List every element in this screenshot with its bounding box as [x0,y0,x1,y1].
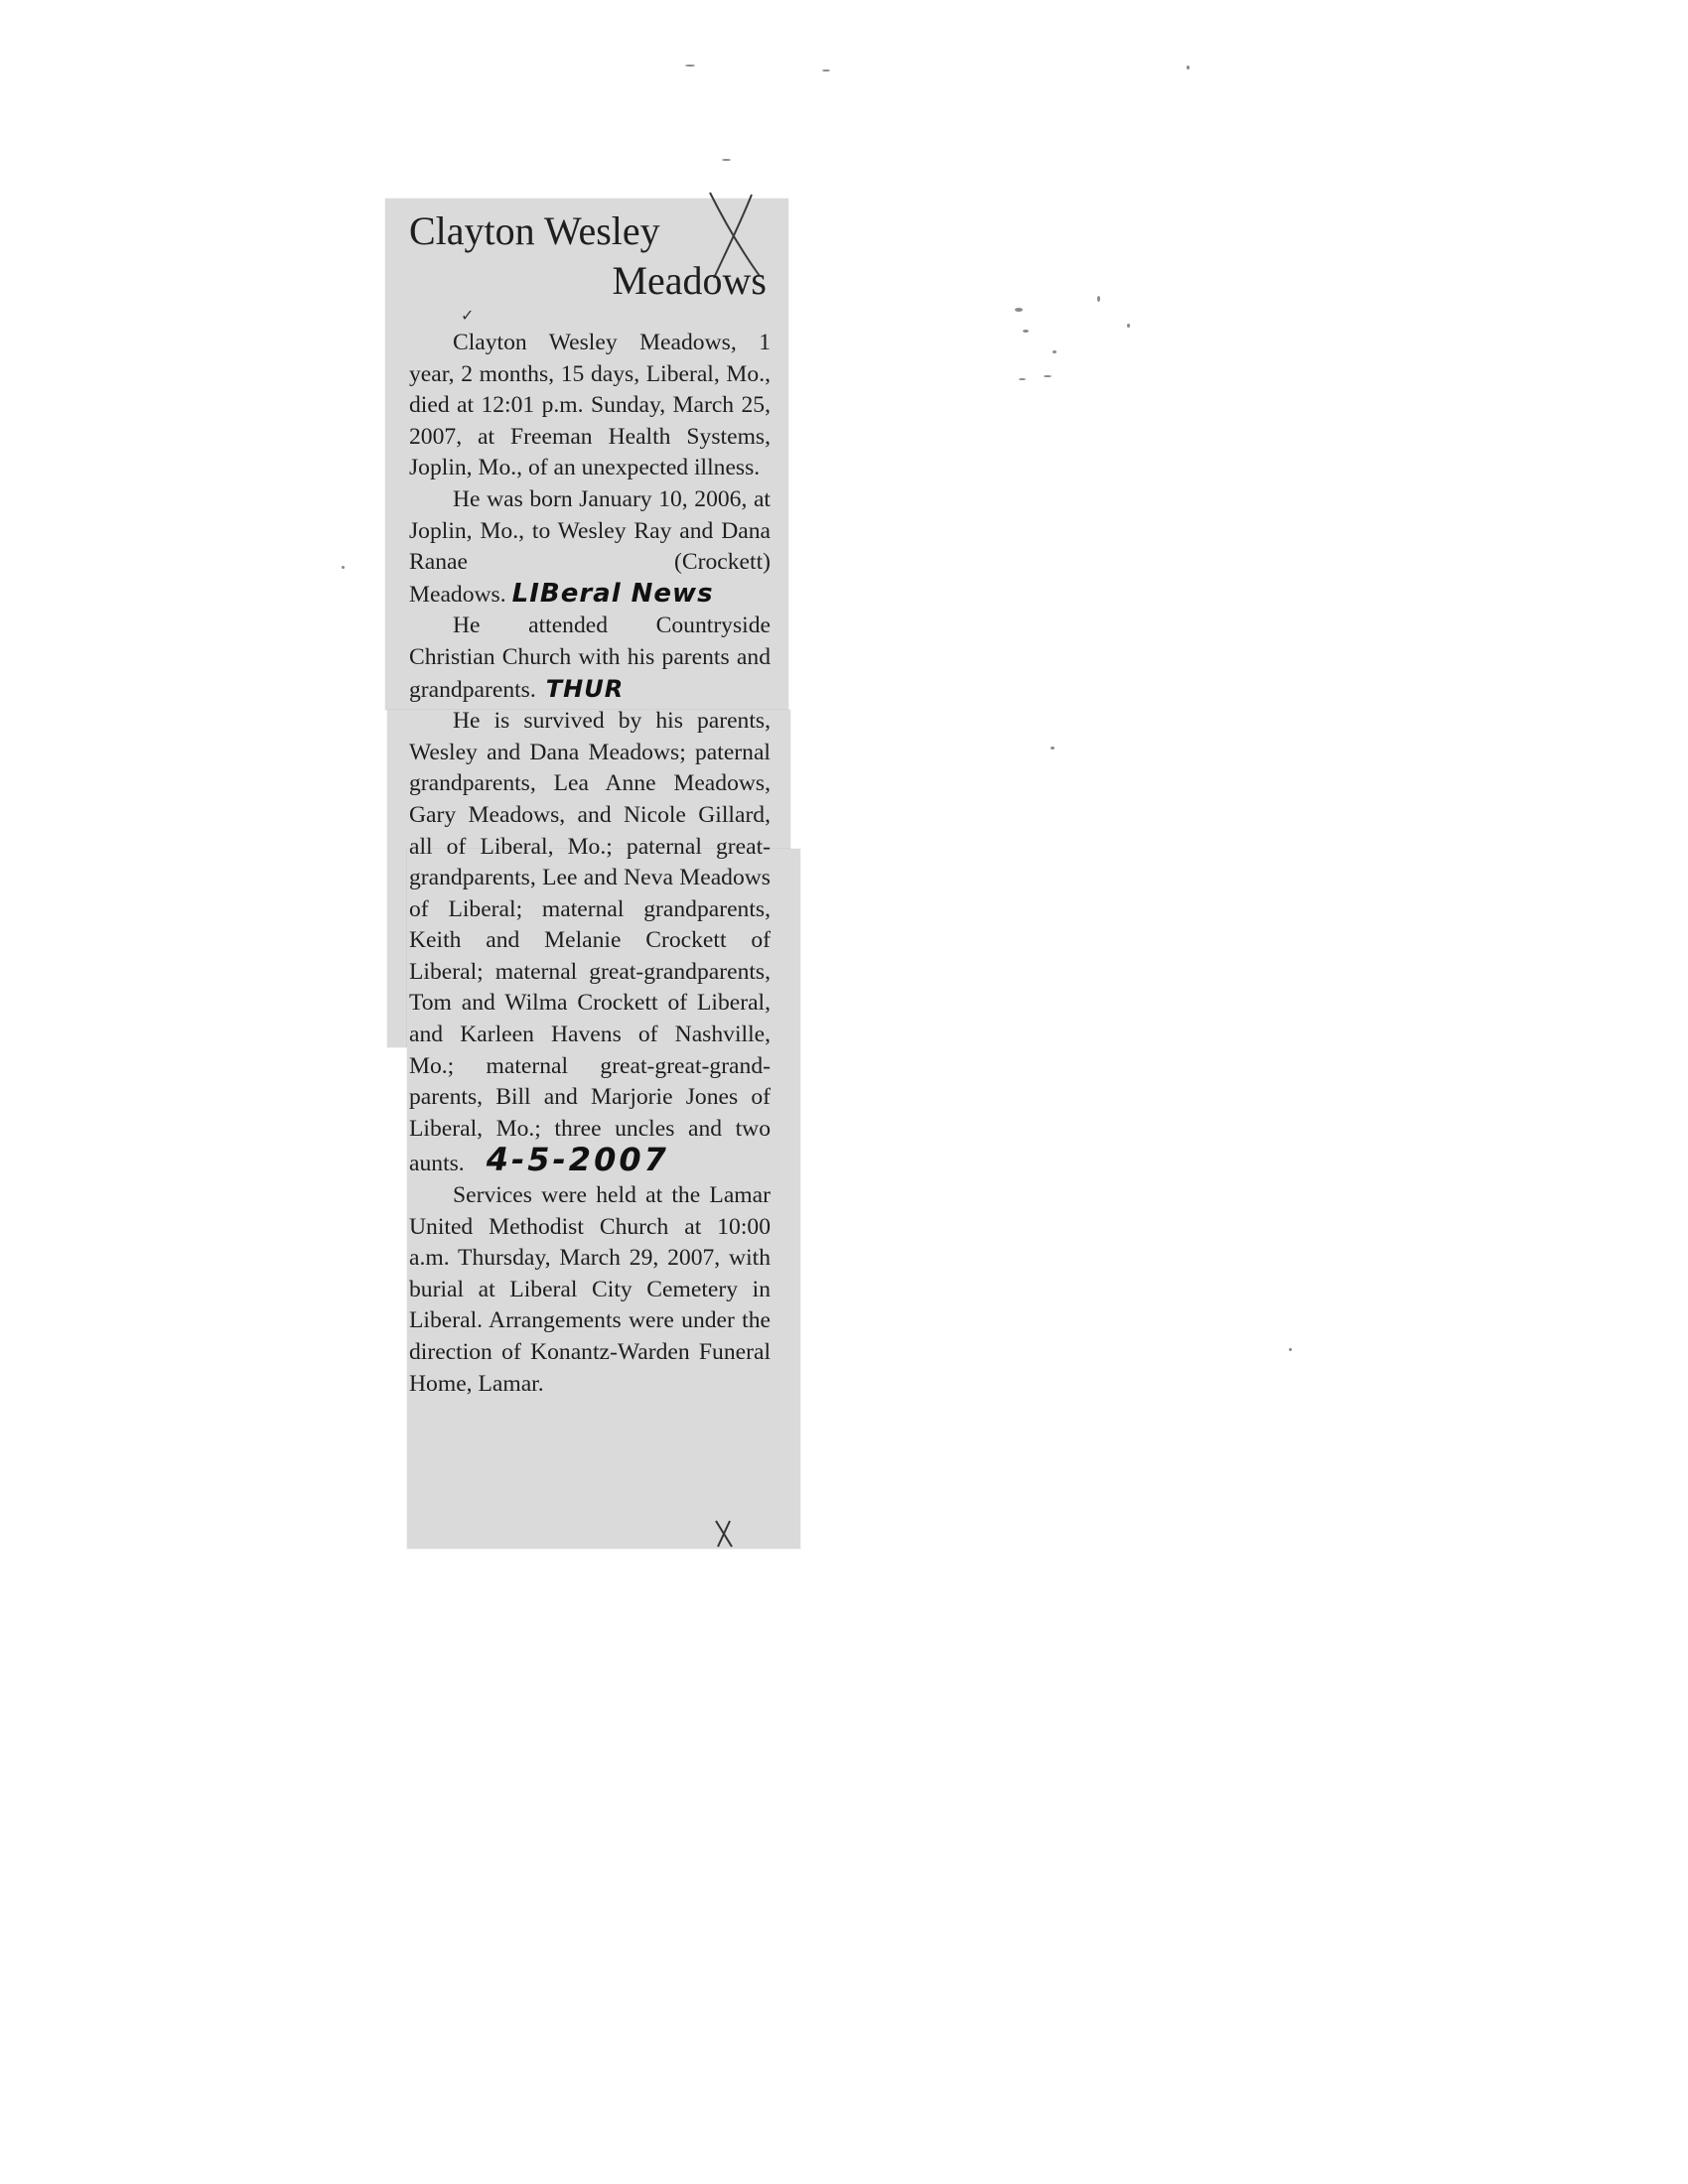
scan-speck [822,69,830,71]
newspaper-clipping [385,199,792,1549]
scan-speck [1019,378,1026,380]
scan-speck [1097,296,1100,302]
scan-speck [1289,1348,1292,1351]
check-mark-icon: ✓ [461,308,475,325]
headline-line-1: Clayton Wesley [409,208,660,253]
scan-speck [685,65,695,67]
scan-speck [1051,747,1055,750]
handwritten-date-note: 4-5-2007 [486,1141,669,1179]
paragraph-church [409,611,771,706]
scan-speck [1187,66,1190,69]
paragraph-church-text: He attended Countryside Christian Church with his parents and grandparents. [409,613,771,703]
paragraph-birth [409,484,771,611]
paragraph-survivors-text: He is survived by his parents, Wesley and Dana Meadows; paternal grandparents, Lea Anne Meadows, Gary Meadows, and Nicole Gillard, all of Liberal, Mo.; paternal great-grandparents, Lee and Neva Meadows of Liberal; maternal grandparents, Keith and Melanie Crockett of Liberal; maternal great-grandparents, Tom and Wilma Crockett of Liberal, and Karleen Havens of Nashville, Mo.; maternal great-great-grandparents, Bill and Marjorie Jones of Liberal, Mo.; three uncles and two aunts. [409,708,771,1177]
paragraph-services: Services were held at the Lamar United Methodist Church at 10:00 a.m. Thursday, March 29, 2007, with burial at Liberal City Cemetery in Liberal. Arrangements were under the direction of Konantz-Warden Funeral Home, Lamar. [409,1182,771,1397]
scan-speck [342,566,345,569]
handwritten-source-note: LIBeral News [511,578,714,609]
scan-speck [1044,375,1052,377]
scan-speck [722,159,731,161]
obituary-content [409,199,771,1400]
headline-line-2: Meadows [612,258,767,303]
obituary-body [409,328,771,1400]
obituary-headline [409,206,771,306]
handwritten-x-mark [713,1519,735,1549]
scan-speck [1023,330,1029,333]
paragraph-survivors [409,706,771,1180]
paragraph-death-notice: Clayton Wesley Meadows, 1 year, 2 months, 15 days, Liberal, Mo., died at 12:01 p.m. Sunday, March 25, 2007, at Freeman Health Systems, Joplin, Mo., of an unexpected illness. [409,330,771,481]
scan-speck [1127,324,1130,328]
paragraph-birth-text: He was born January 10, 2006, at Joplin, Mo., to Wesley Ray and Dana Ranae (Crockett) Meadows. [409,485,771,608]
scan-speck [1053,350,1056,353]
handwritten-day-note: THUR [545,674,625,703]
scan-speck [1015,308,1023,312]
